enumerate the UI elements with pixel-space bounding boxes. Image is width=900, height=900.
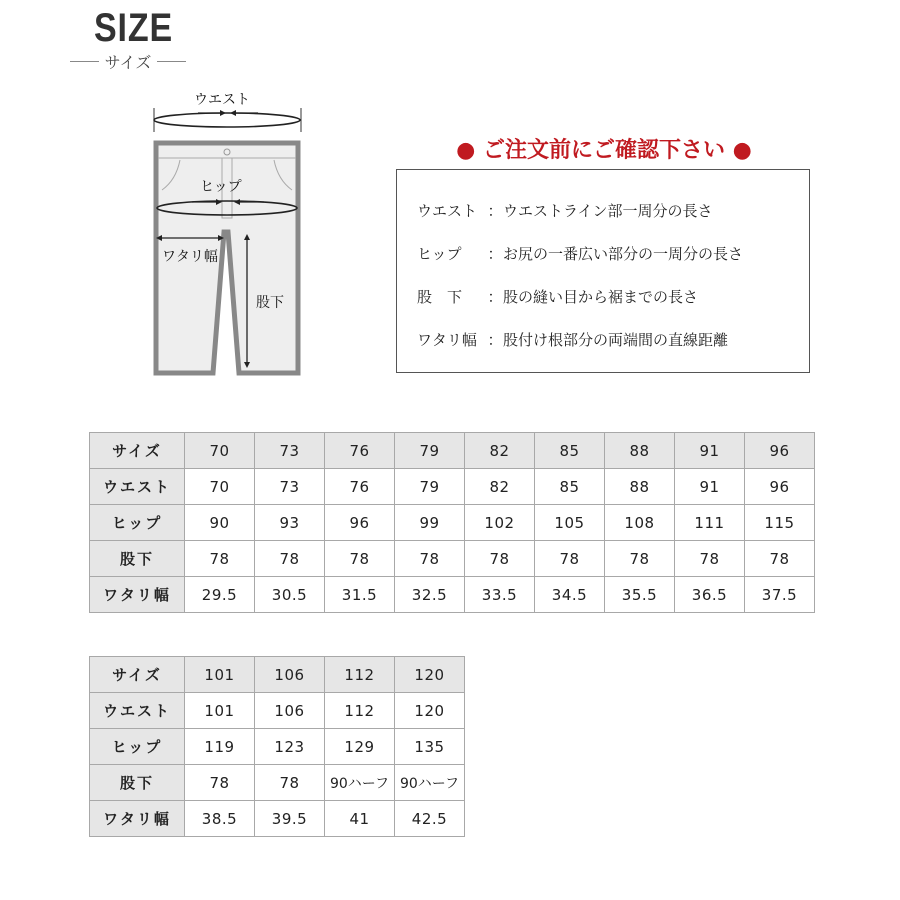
notice-row bbox=[417, 319, 809, 362]
table-cell: 70 bbox=[185, 469, 255, 505]
notice-row bbox=[417, 190, 809, 233]
table-cell: 115 bbox=[745, 505, 815, 541]
table-cell: 29.5 bbox=[185, 577, 255, 613]
waist-label: ウエスト bbox=[194, 92, 250, 108]
table-cell: 108 bbox=[605, 505, 675, 541]
notice-desc: ウエストライン部一周分の長さ bbox=[503, 202, 713, 220]
table-cell: 85 bbox=[535, 433, 605, 469]
table-cell: 112 bbox=[325, 657, 395, 693]
table-cell: 78 bbox=[395, 541, 465, 577]
row-label: サイズ bbox=[90, 433, 185, 469]
notice-title: ● ご注文前にご確認下さい ● bbox=[456, 138, 752, 163]
table-cell: 76 bbox=[325, 433, 395, 469]
table-cell: 119 bbox=[185, 729, 255, 765]
page-title: SIZE bbox=[94, 6, 173, 50]
table-cell: 102 bbox=[465, 505, 535, 541]
table-cell: 112 bbox=[325, 693, 395, 729]
notice-term: 股 下 bbox=[417, 288, 463, 306]
table-cell: 93 bbox=[255, 505, 325, 541]
table-cell: 78 bbox=[745, 541, 815, 577]
pants-illustration bbox=[140, 80, 320, 380]
notice-colon: ： bbox=[487, 331, 503, 349]
table-cell: 90ハーフ bbox=[395, 765, 465, 801]
divider bbox=[157, 61, 186, 62]
table-cell: 82 bbox=[465, 433, 535, 469]
table-cell: 88 bbox=[605, 469, 675, 505]
notice-term: ヒップ bbox=[417, 245, 462, 263]
notice-term: ウエスト bbox=[417, 202, 478, 220]
table-cell: 99 bbox=[395, 505, 465, 541]
size-table-1 bbox=[89, 432, 815, 613]
table-row bbox=[90, 577, 815, 613]
notice-desc: 股付け根部分の両端間の直線距離 bbox=[503, 331, 729, 349]
table-row bbox=[90, 765, 465, 801]
table-cell: 120 bbox=[395, 657, 465, 693]
watari-label: ワタリ幅 bbox=[162, 249, 218, 265]
notice-colon: ： bbox=[487, 202, 503, 220]
table-row bbox=[90, 801, 465, 837]
notice-term: ワタリ幅 bbox=[417, 331, 477, 349]
divider bbox=[70, 61, 99, 62]
table-row bbox=[90, 693, 465, 729]
table-cell: 96 bbox=[745, 469, 815, 505]
table-row bbox=[90, 505, 815, 541]
table-cell: 31.5 bbox=[325, 577, 395, 613]
table-cell: 85 bbox=[535, 469, 605, 505]
table-cell: 39.5 bbox=[255, 801, 325, 837]
table-cell: 35.5 bbox=[605, 577, 675, 613]
table-cell: 79 bbox=[395, 433, 465, 469]
pants-diagram bbox=[140, 80, 320, 380]
row-label: ウエスト bbox=[90, 469, 185, 505]
table-cell: 106 bbox=[255, 657, 325, 693]
notice-row bbox=[417, 233, 809, 276]
notice-desc: お尻の一番広い部分の一周分の長さ bbox=[503, 245, 744, 263]
row-label: ワタリ幅 bbox=[90, 801, 185, 837]
table-cell: 30.5 bbox=[255, 577, 325, 613]
table-cell: 78 bbox=[185, 765, 255, 801]
table-row bbox=[90, 469, 815, 505]
table-row bbox=[90, 657, 465, 693]
table-cell: 135 bbox=[395, 729, 465, 765]
table-cell: 37.5 bbox=[745, 577, 815, 613]
table-cell: 91 bbox=[675, 433, 745, 469]
table-cell: 78 bbox=[605, 541, 675, 577]
subtitle-text: サイズ bbox=[104, 53, 152, 72]
table-cell: 42.5 bbox=[395, 801, 465, 837]
table-cell: 105 bbox=[535, 505, 605, 541]
table-cell: 76 bbox=[325, 469, 395, 505]
table-cell: 106 bbox=[255, 693, 325, 729]
notice-colon: ： bbox=[487, 288, 503, 306]
hip-label: ヒップ bbox=[200, 179, 242, 195]
table-row bbox=[90, 433, 815, 469]
table-cell: 38.5 bbox=[185, 801, 255, 837]
table-cell: 90 bbox=[185, 505, 255, 541]
table-cell: 91 bbox=[675, 469, 745, 505]
page-subtitle bbox=[70, 50, 186, 73]
table-cell: 34.5 bbox=[535, 577, 605, 613]
table-cell: 88 bbox=[605, 433, 675, 469]
waist-measure bbox=[154, 108, 301, 132]
table-cell: 36.5 bbox=[675, 577, 745, 613]
table-cell: 70 bbox=[185, 433, 255, 469]
table-cell: 129 bbox=[325, 729, 395, 765]
table-cell: 82 bbox=[465, 469, 535, 505]
table-cell: 96 bbox=[745, 433, 815, 469]
table-row bbox=[90, 729, 465, 765]
table-cell: 41 bbox=[325, 801, 395, 837]
table-cell: 73 bbox=[255, 433, 325, 469]
table-cell: 90ハーフ bbox=[325, 765, 395, 801]
table-cell: 123 bbox=[255, 729, 325, 765]
table-cell: 78 bbox=[255, 765, 325, 801]
table-cell: 33.5 bbox=[465, 577, 535, 613]
row-label: ワタリ幅 bbox=[90, 577, 185, 613]
table-cell: 73 bbox=[255, 469, 325, 505]
table-cell: 78 bbox=[465, 541, 535, 577]
table-cell: 96 bbox=[325, 505, 395, 541]
size-table-2 bbox=[89, 656, 465, 837]
table-cell: 78 bbox=[535, 541, 605, 577]
notice-box bbox=[396, 169, 810, 373]
row-label: ヒップ bbox=[90, 729, 185, 765]
table-cell: 78 bbox=[255, 541, 325, 577]
table-cell: 78 bbox=[325, 541, 395, 577]
row-label: 股下 bbox=[90, 541, 185, 577]
table-cell: 101 bbox=[185, 693, 255, 729]
table-cell: 79 bbox=[395, 469, 465, 505]
notice-colon: ： bbox=[487, 245, 503, 263]
table-cell: 120 bbox=[395, 693, 465, 729]
inseam-label: 股下 bbox=[256, 295, 284, 311]
row-label: サイズ bbox=[90, 657, 185, 693]
table-cell: 101 bbox=[185, 657, 255, 693]
table-row bbox=[90, 541, 815, 577]
notice-desc: 股の縫い目から裾までの長さ bbox=[503, 288, 699, 306]
notice-row bbox=[417, 276, 809, 319]
table-cell: 78 bbox=[675, 541, 745, 577]
row-label: ヒップ bbox=[90, 505, 185, 541]
table-cell: 32.5 bbox=[395, 577, 465, 613]
row-label: 股下 bbox=[90, 765, 185, 801]
row-label: ウエスト bbox=[90, 693, 185, 729]
table-cell: 111 bbox=[675, 505, 745, 541]
table-cell: 78 bbox=[185, 541, 255, 577]
